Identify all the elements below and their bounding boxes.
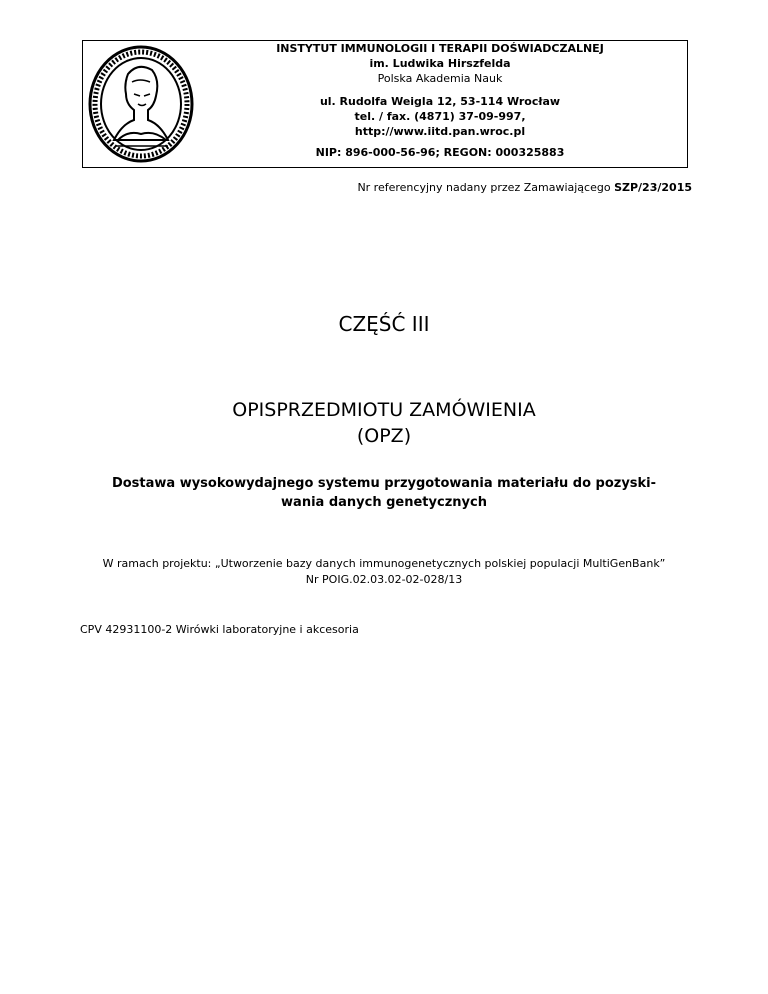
project-number: Nr POIG.02.03.02-02-028/13 [305, 573, 463, 586]
document-title-line2: (OPZ) [356, 425, 412, 447]
cpv-code: CPV 42931100-2 Wirówki laboratoryjne i akcesoria [80, 623, 359, 636]
institute-seal-logo [88, 44, 195, 164]
institute-registry: NIP: 896-000-56-96; REGON: 000325883 [315, 146, 565, 159]
institute-patron: im. Ludwika Hirszfelda [369, 57, 511, 70]
part-title: CZĘŚĆ III [338, 312, 430, 336]
institute-name: INSTYTUT IMMUNOLOGII I TERAPII DOŚWIADCZALNEJ [276, 42, 604, 55]
institute-academy: Polska Akademia Nauk [377, 72, 503, 85]
institute-address: ul. Rudolfa Weigla 12, 53-114 Wrocław [319, 95, 561, 108]
document-title [0, 397, 768, 449]
document-title-line1: OPISPRZEDMIOTU ZAMÓWIENIA [232, 399, 536, 421]
institute-header [82, 40, 688, 168]
reference-number [0, 181, 692, 194]
order-subject [84, 474, 684, 512]
reference-code: SZP/23/2015 [614, 181, 692, 194]
reference-label: Nr referencyjny nadany przez Zamawiającego [357, 181, 611, 194]
project-info [0, 556, 768, 588]
institute-website: http://www.iitd.pan.wroc.pl [354, 125, 526, 138]
institute-info [203, 41, 677, 160]
order-subject-line2: wania danych genetycznych [281, 495, 487, 510]
project-name: W ramach projektu: „Utworzenie bazy danych immunogenetycznych polskiej populacji MultiGenBank” [102, 557, 666, 570]
institute-phone: tel. / fax. (4871) 37-09-997, [354, 110, 526, 123]
order-subject-line1: Dostawa wysokowydajnego systemu przygotowania materiału do pozyski- [111, 476, 657, 491]
